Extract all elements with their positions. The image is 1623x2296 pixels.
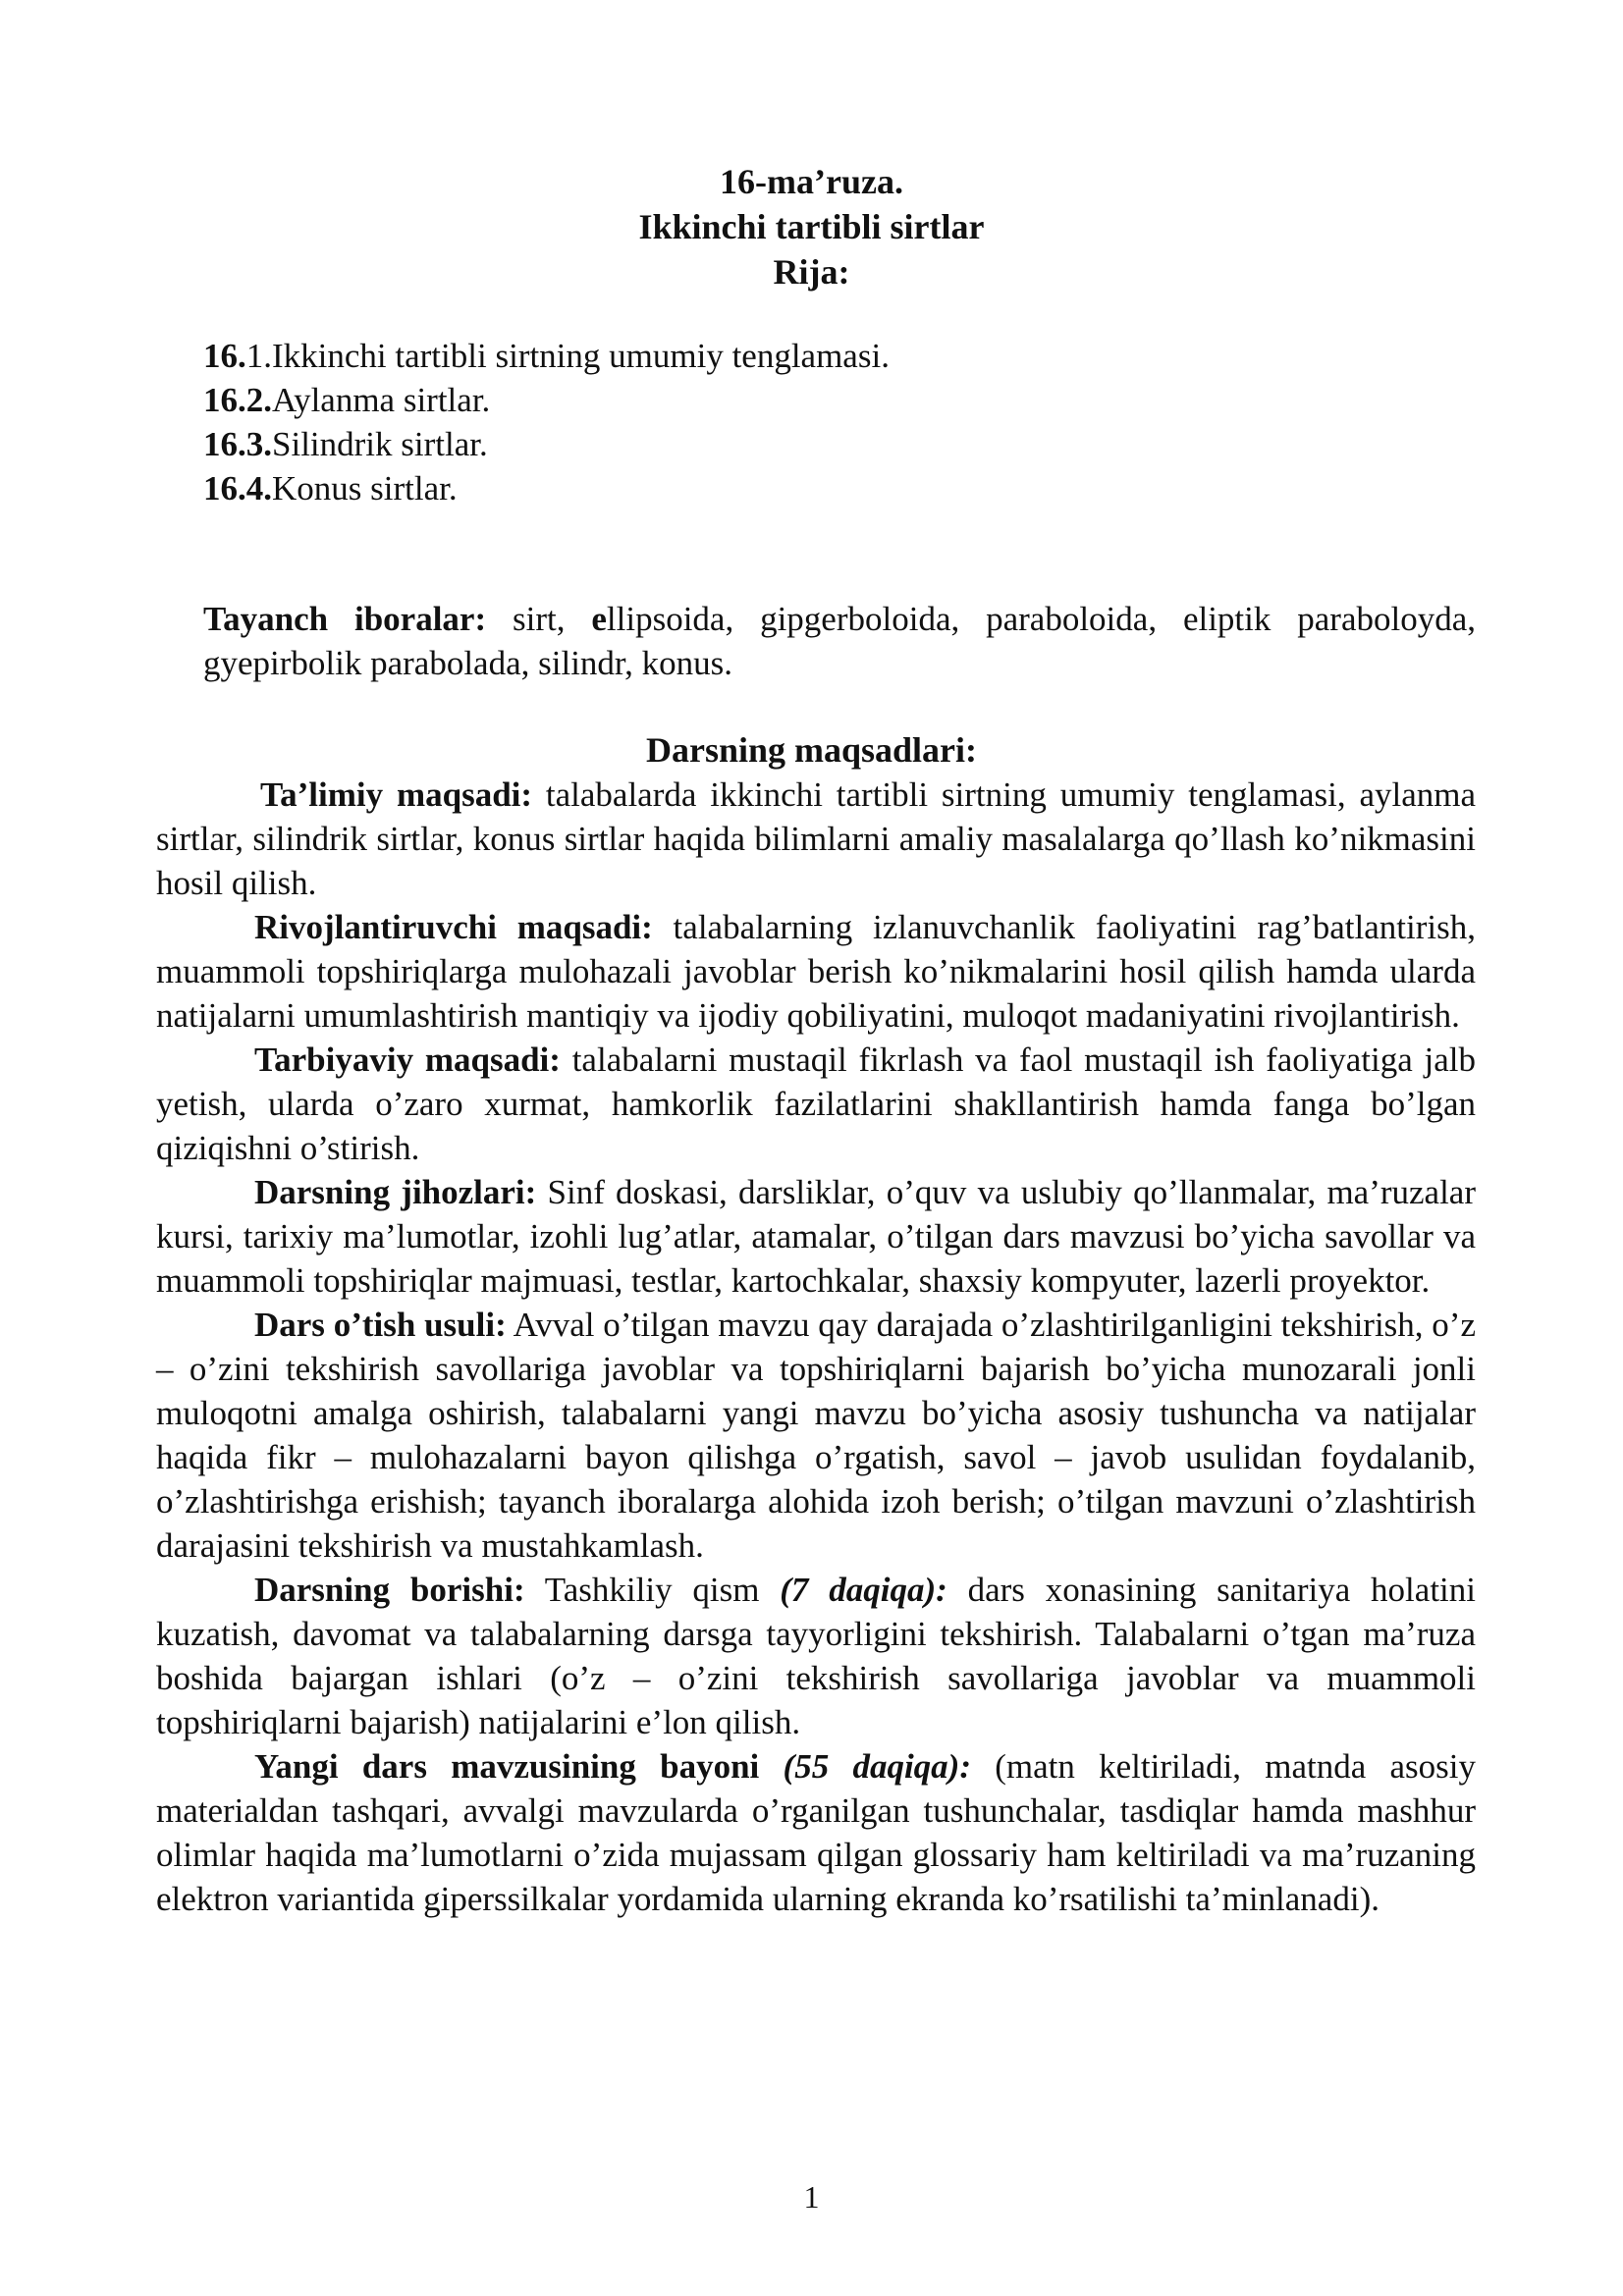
lecture-plan <box>203 334 890 510</box>
paragraph-label: Tarbiyaviy maqsadi: <box>254 1041 561 1079</box>
paragraph-text: talabalarda ikkinchi tartibli sirtning umumiy tenglamasi, aylanma sirtlar, silindrik sirtlar, konus sirtlar haqida bilimlarni amaliy masalalarga qo’llash ko’nikmasini hosil qilish. <box>156 775 1477 902</box>
goals-heading: Darsning maqsadlari: <box>645 730 978 770</box>
developmental-goal-paragraph <box>156 905 1476 1038</box>
lecture-title: Ikkinchi tartibli sirtlar <box>638 207 985 246</box>
paragraph-text: Sinf doskasi, darsliklar, o’quv va uslubiy qo’llanmalar, ma’ruzalar kursi, tarixiy ma’lumotlar, izohli lug’atlar, atamalar, o’tilgan dars mavzusi bo’yicha savollar va muammoli topshiriqlar majmuasi, testlar, kartochkalar, shaxsiy kompyuter, lazerli proyektor. <box>156 1173 1476 1300</box>
document-body <box>156 773 1476 1921</box>
plan-item-number: 16.4. <box>203 469 272 507</box>
plan-item-number-tail: 1. <box>245 337 272 375</box>
keywords-text-before: sirt, <box>486 600 592 638</box>
equipment-paragraph <box>156 1170 1476 1303</box>
paragraph-text: dars xonasining sanitariya holatini kuzatish, davomat va talabalarning darsga tayyorligini tekshirish. Talabalarni o’tgan ma’ruza boshida bajargan ishlari (o’z – o’zini tekshirish savollariga javoblar va muammoli topshiriqlarni bajarish) natijalarini e’lon qilish. <box>156 1571 1476 1741</box>
keywords-bold-letter: e <box>591 600 607 638</box>
plan-item-text: Silindrik sirtlar. <box>272 425 488 463</box>
paragraph-time: (7 daqiqa): <box>780 1571 947 1609</box>
paragraph-time: (55 daqiqa): <box>783 1747 971 1786</box>
plan-heading: Rija: <box>773 252 850 292</box>
plan-item <box>203 334 890 378</box>
plan-item-text: Konus sirtlar. <box>272 469 458 507</box>
lesson-course-paragraph <box>156 1568 1476 1744</box>
plan-item-text: Ikkinchi tartibli sirtning umumiy tenglamasi. <box>272 337 890 375</box>
teaching-method-paragraph <box>156 1303 1476 1568</box>
plan-item <box>203 466 890 510</box>
paragraph-text: talabalarning izlanuvchanlik faoliyatini rag’batlantirish, muammoli topshiriqlarga mulohazali javoblar berish ko’nikmalarini hosil qilish hamda ularda natijalarni umumlashtirish mantiqiy va ijodiy qobiliyatini, muloqot madaniyatini rivojlantirish. <box>156 908 1476 1035</box>
paragraph-text: (matn keltiriladi, matnda asosiy materialdan tashqari, avvalgi mavzularda o’rganilgan tushunchalar, tasdiqlar hamda mashhur olimlar haqida ma’lumotlarni o’zida mujassam qilgan glossariy ham keltiriladi va ma’ruzaning elektron variantida giperssilkalar yordamida ularning ekranda ko’rsatilishi ta’minlanadi). <box>156 1747 1476 1918</box>
plan-item-number: 16.3. <box>203 425 272 463</box>
paragraph-label: Darsning jihozlari: <box>254 1173 537 1211</box>
paragraph-text: talabalarni mustaqil fikrlash va faol mustaqil ish faoliyatiga jalb yetish, ularda o’zaro xurmat, hamkorlik fazilatlarini shakllantirish hamda fanga bo’lgan qiziqishni o’stirish. <box>156 1041 1476 1167</box>
plan-item <box>203 422 890 466</box>
paragraph-label: Ta’limiy maqsadi: <box>260 775 533 814</box>
paragraph-text: Avval o’tilgan mavzu qay darajada o’zlashtirilganligini tekshirish, o’z – o’zini tekshirish savollariga javoblar va topshiriqlarni bajarish bo’yicha munozarali jonli muloqotni amalga oshirish, talabalarni yangi mavzu bo’yicha asosiy tushuncha va natijalar haqida fikr – mulohazalarni bayon qilishga o’rgatish, savol – javob usulidan foydalanib, o’zlashtirishga erishish; tayanch iboralarga alohida izoh berish; o’tilgan mavzuni o’zlashtirish darajasini tekshirish va mustahkamlash. <box>156 1306 1476 1565</box>
keywords-text: llipsoida, gipgerboloida, paraboloida, eliptik paraboloyda, gyepirbolik parabolada, silindr, konus. <box>203 600 1476 682</box>
plan-item-text: Aylanma sirtlar. <box>272 381 491 419</box>
paragraph-text: Tashkiliy qism <box>524 1571 781 1609</box>
lecture-header <box>0 159 1623 294</box>
educational-goal-paragraph <box>156 773 1476 905</box>
plan-item-number: 16.2. <box>203 381 272 419</box>
new-topic-paragraph <box>156 1744 1476 1921</box>
paragraph-label: Yangi dars mavzusining bayoni <box>254 1747 760 1786</box>
paragraph-label: Dars o’tish usuli: <box>254 1306 507 1344</box>
upbringing-goal-paragraph <box>156 1038 1476 1170</box>
plan-item-number: 16. <box>203 337 246 375</box>
paragraph-label: Rivojlantiruvchi maqsadi: <box>254 908 653 946</box>
lecture-number: 16-ma’ruza. <box>720 162 903 201</box>
plan-item <box>203 378 890 422</box>
keywords-label: Tayanch iboralar: <box>203 600 487 638</box>
page-number: 1 <box>803 2179 820 2215</box>
paragraph-label: Darsning borishi: <box>254 1571 525 1609</box>
keywords-paragraph <box>203 597 1476 685</box>
